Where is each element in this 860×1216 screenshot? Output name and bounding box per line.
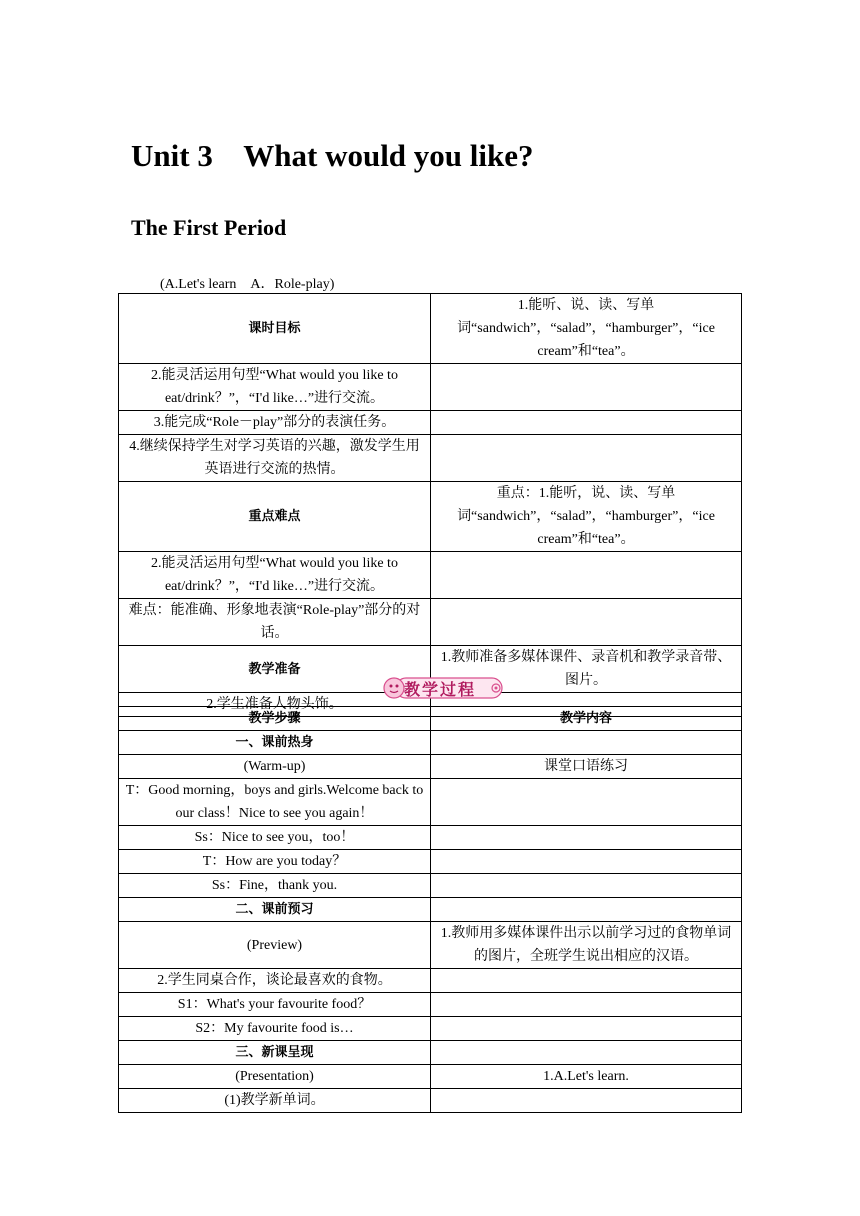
table-row (119, 850, 742, 874)
table-row (119, 755, 742, 779)
table-cell: S2：My favourite food is… (119, 1017, 431, 1041)
table-cell (431, 411, 742, 435)
table-cell: 2.能灵活运用句型“What would you like to eat/drink？”，“I'd like…”进行交流。 (119, 364, 431, 411)
table-cell (431, 731, 742, 755)
table-cell: 1.能听、说、读、写单词“sandwich”，“salad”，“hamburger”，“ice cream”和“tea”。 (431, 294, 742, 364)
objectives-table (118, 293, 742, 717)
table-row (119, 826, 742, 850)
table-cell: (Warm-up) (119, 755, 431, 779)
table-cell (431, 898, 742, 922)
table-row (119, 779, 742, 826)
table-cell: 二、课前预习 (119, 898, 431, 922)
table-row (119, 1089, 742, 1113)
table-row (119, 1065, 742, 1089)
table-cell: 三、新课呈现 (119, 1041, 431, 1065)
table-cell: T：How are you today？ (119, 850, 431, 874)
table-cell (431, 1089, 742, 1113)
table-cell (431, 874, 742, 898)
table-row (119, 969, 742, 993)
lesson-note: (A.Let's learn A．Role-play) (160, 277, 335, 292)
table-row (119, 411, 742, 435)
table-cell (431, 1017, 742, 1041)
table-cell: 课堂口语练习 (431, 755, 742, 779)
table-cell: 2.能灵活运用句型“What would you like to eat/drink？”，“I'd like…”进行交流。 (119, 552, 431, 599)
banner-title: 教学过程 (404, 680, 477, 699)
table-row (119, 482, 742, 552)
table-cell: 教学准备 (119, 646, 431, 693)
table-row (119, 874, 742, 898)
table-row (119, 898, 742, 922)
table-cell: 1.教师用多媒体课件出示以前学习过的食物单词的图片，全班学生说出相应的汉语。 (431, 922, 742, 969)
table-cell: Ss：Nice to see you，too！ (119, 826, 431, 850)
table-cell: T：Good morning，boys and girls.Welcome back to our class！Nice to see you again！ (119, 779, 431, 826)
table-cell (431, 969, 742, 993)
table-cell (431, 850, 742, 874)
table-cell: 重点难点 (119, 482, 431, 552)
table-cell: 3.能完成“Role－play”部分的表演任务。 (119, 411, 431, 435)
table-cell (431, 826, 742, 850)
table-cell (431, 599, 742, 646)
table-cell (431, 993, 742, 1017)
table-row (119, 435, 742, 482)
table-cell (431, 552, 742, 599)
table-cell: 4.继续保持学生对学习英语的兴趣，激发学生用英语进行交流的热情。 (119, 435, 431, 482)
table-cell: 1.A.Let's learn. (431, 1065, 742, 1089)
table-row (119, 707, 742, 731)
table-cell: 1.教师准备多媒体课件、录音机和教学录音带、图片。 (431, 646, 742, 693)
table-cell: 2.学生同桌合作，谈论最喜欢的食物。 (119, 969, 431, 993)
table-cell: 难点：能准确、形象地表演“Role-play”部分的对话。 (119, 599, 431, 646)
table-row (119, 731, 742, 755)
table-row (119, 993, 742, 1017)
table-cell: 重点：1.能听，说、读、写单词“sandwich”，“salad”，“hamburger”，“ice cream”和“tea”。 (431, 482, 742, 552)
table-row (119, 1041, 742, 1065)
column-header: 教学步骤 (119, 707, 431, 731)
table-cell: (Preview) (119, 922, 431, 969)
table-cell (431, 1041, 742, 1065)
table-cell: 课时目标 (119, 294, 431, 364)
period-subtitle: The First Period (131, 215, 287, 240)
table-row (119, 922, 742, 969)
table-cell: 一、课前热身 (119, 731, 431, 755)
table-row (119, 1017, 742, 1041)
process-table (118, 706, 742, 1113)
table-cell (431, 779, 742, 826)
table-cell: 2.学生准备人物头饰。 (119, 693, 431, 717)
table-cell: Ss：Fine，thank you. (119, 874, 431, 898)
table-row (119, 364, 742, 411)
table-row (119, 552, 742, 599)
table-cell: S1：What's your favourite food？ (119, 993, 431, 1017)
page-title: Unit 3 What would you like? (131, 138, 534, 173)
table-cell (431, 364, 742, 411)
table-cell: (Presentation) (119, 1065, 431, 1089)
table-cell (431, 435, 742, 482)
table-row (119, 599, 742, 646)
table-cell: (1)教学新单词。 (119, 1089, 431, 1113)
column-header: 教学内容 (431, 707, 742, 731)
table-row (119, 294, 742, 364)
